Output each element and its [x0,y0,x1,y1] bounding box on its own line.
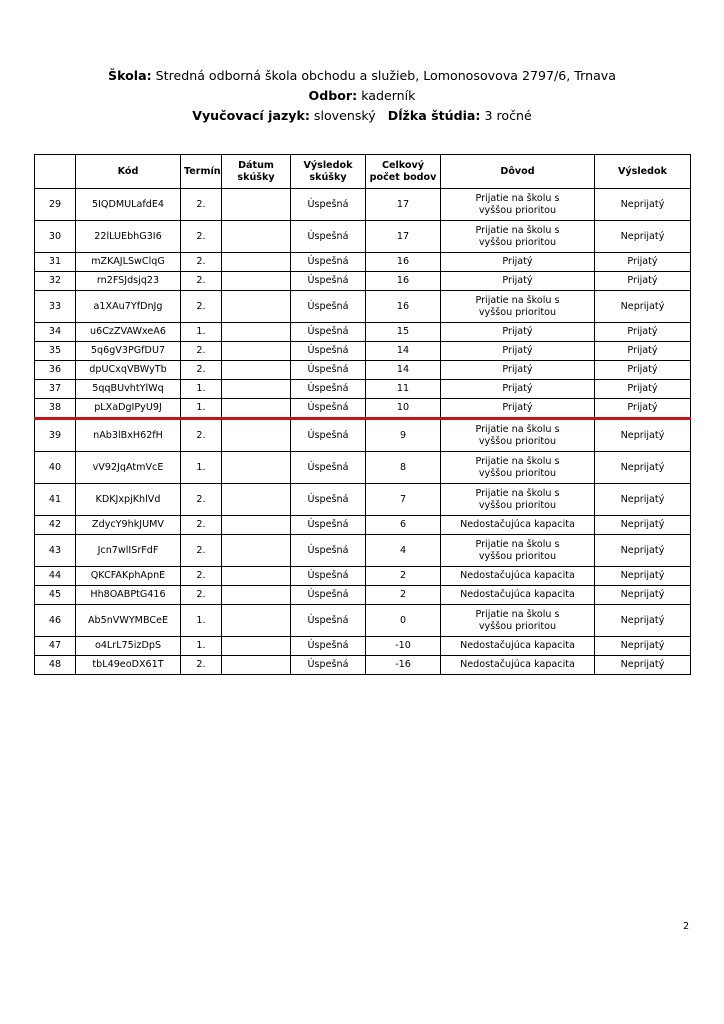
cell-reason [441,221,595,253]
cell-exam-date [222,323,291,342]
table-header-row [35,155,691,189]
cell-total-points: 16 [366,291,441,323]
cell-number: 29 [35,189,76,221]
cell-term: 2. [181,189,222,221]
cell-reason [441,484,595,516]
cell-term: 2. [181,586,222,605]
cell-total-points: 14 [366,342,441,361]
cell-term: 2. [181,567,222,586]
col-header-total-points: Celkový počet bodov [366,155,441,189]
cell-outcome: Neprijatý [595,586,691,605]
cell-code: rn2FSJdsjq23 [76,272,181,291]
language-duration-line [0,106,724,126]
cell-exam-result: Úspešná [291,253,366,272]
cell-reason-line-2: vyššou prioritou [478,435,557,447]
cell-code: nAb3lBxH62fH [76,419,181,452]
cell-exam-result: Úspešná [291,586,366,605]
cell-exam-result: Úspešná [291,189,366,221]
cell-exam-result: Úspešná [291,399,366,419]
cell-code: mZKAJLSwClqG [76,253,181,272]
cell-reason [441,452,595,484]
col-header-number [35,155,76,189]
cell-reason [441,380,595,399]
cell-exam-date [222,656,291,675]
cell-term: 1. [181,323,222,342]
cell-reason [441,361,595,380]
cell-exam-result: Úspešná [291,323,366,342]
cell-total-points: 6 [366,516,441,535]
table-row [35,361,691,380]
cell-exam-date [222,272,291,291]
cell-total-points: 2 [366,567,441,586]
cell-exam-date [222,291,291,323]
cell-exam-result: Úspešná [291,380,366,399]
cell-outcome: Neprijatý [595,656,691,675]
table-row [35,637,691,656]
cell-reason-line-1: Prijatý [502,345,533,356]
cell-reason-line-1: Prijatie na školu s [475,608,560,620]
table-row [35,452,691,484]
cell-reason [441,567,595,586]
cell-number: 47 [35,637,76,656]
cell-exam-date [222,221,291,253]
cell-number: 33 [35,291,76,323]
school-value: Stredná odborná škola obchodu a služieb, Lomonosovova 2797/6, Trnava [155,68,616,83]
cell-number: 41 [35,484,76,516]
cell-exam-date [222,586,291,605]
cell-exam-date [222,342,291,361]
cell-reason-line-1: Prijatý [502,326,533,337]
cell-outcome: Neprijatý [595,189,691,221]
cell-reason-line-1: Prijatie na školu s [475,192,560,204]
cell-exam-result: Úspešná [291,342,366,361]
table-row [35,272,691,291]
cell-outcome: Prijatý [595,253,691,272]
cell-reason [441,291,595,323]
cell-number: 38 [35,399,76,419]
cell-exam-date [222,535,291,567]
school-label: Škola: [108,68,152,83]
cell-total-points: 16 [366,272,441,291]
cell-reason-line-1: Prijatý [502,275,533,286]
table-row [35,656,691,675]
cell-code: Jcn7wlISrFdF [76,535,181,567]
table-row [35,419,691,452]
cell-term: 2. [181,516,222,535]
table-row [35,399,691,419]
cell-total-points: 8 [366,452,441,484]
cell-reason-line-2: vyššou prioritou [478,620,557,632]
cell-number: 42 [35,516,76,535]
cell-number: 39 [35,419,76,452]
cell-term: 1. [181,452,222,484]
cell-reason-line-1: Prijatý [502,402,533,413]
cell-code: Hh8OABPtG416 [76,586,181,605]
cell-total-points: 11 [366,380,441,399]
table-row [35,380,691,399]
cell-code: Ab5nVWYMBCeE [76,605,181,637]
col-header-reason: Dôvod [441,155,595,189]
cell-reason-line-1: Prijatie na školu s [475,455,560,467]
cell-outcome: Prijatý [595,399,691,419]
col-header-exam-result: Výsledok skúšky [291,155,366,189]
cell-reason [441,253,595,272]
cell-term: 2. [181,221,222,253]
cell-reason [441,535,595,567]
cell-reason [441,516,595,535]
cell-reason-line-1: Prijatý [502,383,533,394]
cell-exam-result: Úspešná [291,452,366,484]
cell-exam-date [222,253,291,272]
cell-code: pLXaDgIPyU9J [76,399,181,419]
cell-term: 2. [181,656,222,675]
table-row [35,484,691,516]
table-row [35,516,691,535]
cell-number: 44 [35,567,76,586]
cell-exam-result: Úspešná [291,291,366,323]
col-header-exam-date: Dátum skúšky [222,155,291,189]
cell-reason-line-2: vyššou prioritou [478,499,557,511]
cell-number: 45 [35,586,76,605]
col-header-outcome: Výsledok [595,155,691,189]
cell-code: a1XAu7YfDnJg [76,291,181,323]
cell-exam-date [222,361,291,380]
cell-code: 22lLUEbhG3I6 [76,221,181,253]
cell-total-points: 9 [366,419,441,452]
table-row [35,567,691,586]
col-header-term: Termín [181,155,222,189]
cell-exam-date [222,452,291,484]
cell-term: 1. [181,637,222,656]
cell-total-points: 4 [366,535,441,567]
cell-reason-line-1: Prijatie na školu s [475,294,560,306]
cell-code: 5IQDMULafdE4 [76,189,181,221]
cell-total-points: 15 [366,323,441,342]
cell-code: QKCFAKphApnE [76,567,181,586]
cell-outcome: Neprijatý [595,221,691,253]
cell-exam-date [222,637,291,656]
cell-exam-date [222,399,291,419]
cell-total-points: 7 [366,484,441,516]
cell-term: 2. [181,291,222,323]
cell-reason [441,656,595,675]
cell-exam-result: Úspešná [291,361,366,380]
cell-reason [441,399,595,419]
cell-reason-line-2: vyššou prioritou [478,467,557,479]
cell-exam-date [222,605,291,637]
cell-reason-line-2: vyššou prioritou [478,306,557,318]
table-row [35,189,691,221]
cell-exam-result: Úspešná [291,656,366,675]
cell-total-points: -16 [366,656,441,675]
cell-reason-line-1: Prijatie na školu s [475,224,560,236]
cell-term: 2. [181,342,222,361]
cell-reason-line-1: Nedostačujúca kapacita [460,589,575,600]
table-body [35,189,691,675]
cell-exam-date [222,419,291,452]
cell-reason [441,419,595,452]
col-header-code: Kód [76,155,181,189]
cell-code: o4LrL75izDpS [76,637,181,656]
cell-reason-line-2: vyššou prioritou [478,204,557,216]
cell-outcome: Neprijatý [595,605,691,637]
cell-exam-result: Úspešná [291,567,366,586]
cell-outcome: Neprijatý [595,484,691,516]
cell-reason-line-1: Nedostačujúca kapacita [460,519,575,530]
cell-number: 31 [35,253,76,272]
cell-number: 48 [35,656,76,675]
cell-exam-result: Úspešná [291,605,366,637]
cell-reason-line-1: Prijatý [502,256,533,267]
cell-term: 2. [181,484,222,516]
cell-number: 30 [35,221,76,253]
cell-outcome: Neprijatý [595,567,691,586]
cell-total-points: 14 [366,361,441,380]
document-header [0,66,724,126]
cell-reason-line-1: Prijatie na školu s [475,487,560,499]
cell-total-points: 10 [366,399,441,419]
cell-term: 2. [181,361,222,380]
cell-code: vV92JqAtmVcE [76,452,181,484]
cell-term: 2. [181,419,222,452]
cell-exam-result: Úspešná [291,419,366,452]
cell-number: 35 [35,342,76,361]
cell-total-points: 16 [366,253,441,272]
cell-number: 34 [35,323,76,342]
duration-value: 3 ročné [484,108,532,123]
cell-reason [441,605,595,637]
cell-reason-line-1: Prijatie na školu s [475,538,560,550]
cell-exam-result: Úspešná [291,272,366,291]
cell-exam-result: Úspešná [291,484,366,516]
cell-term: 2. [181,272,222,291]
cell-reason-line-1: Prijatý [502,364,533,375]
cell-term: 1. [181,380,222,399]
field-value: kaderník [361,88,416,103]
cell-reason [441,189,595,221]
cell-number: 37 [35,380,76,399]
cell-reason-line-1: Nedostačujúca kapacita [460,640,575,651]
school-line [0,66,724,86]
cell-outcome: Neprijatý [595,291,691,323]
cell-outcome: Neprijatý [595,419,691,452]
table-row [35,291,691,323]
cell-outcome: Prijatý [595,272,691,291]
cell-reason-line-1: Nedostačujúca kapacita [460,570,575,581]
cell-reason [441,342,595,361]
table-row [35,342,691,361]
cell-outcome: Neprijatý [595,637,691,656]
cell-exam-result: Úspešná [291,535,366,567]
cell-reason [441,586,595,605]
language-label: Vyučovací jazyk: [192,108,310,123]
cell-outcome: Neprijatý [595,516,691,535]
cell-reason-line-2: vyššou prioritou [478,550,557,562]
cell-outcome: Prijatý [595,380,691,399]
cell-number: 46 [35,605,76,637]
table-row [35,323,691,342]
cell-reason-line-1: Prijatie na školu s [475,423,560,435]
cell-code: KDKJxpjKhlVd [76,484,181,516]
cell-exam-date [222,567,291,586]
cell-total-points: -10 [366,637,441,656]
cell-reason [441,272,595,291]
cell-total-points: 17 [366,189,441,221]
cell-code: tbL49eoDX61T [76,656,181,675]
cell-reason [441,637,595,656]
cell-code: dpUCxqVBWyTb [76,361,181,380]
cell-exam-result: Úspešná [291,637,366,656]
cell-exam-date [222,516,291,535]
cell-number: 36 [35,361,76,380]
cell-term: 1. [181,605,222,637]
cell-total-points: 17 [366,221,441,253]
results-table [34,154,691,675]
cell-reason [441,323,595,342]
cell-outcome: Prijatý [595,342,691,361]
field-label: Odbor: [308,88,358,103]
page-number: 2 [683,921,690,932]
table-row [35,586,691,605]
cell-exam-result: Úspešná [291,221,366,253]
field-line [0,86,724,106]
table-row [35,535,691,567]
table-row [35,253,691,272]
cell-exam-date [222,484,291,516]
cell-total-points: 2 [366,586,441,605]
cell-code: ZdycY9hkJUMV [76,516,181,535]
cell-outcome: Neprijatý [595,452,691,484]
table-row [35,221,691,253]
cell-exam-date [222,380,291,399]
cell-outcome: Prijatý [595,323,691,342]
cell-number: 32 [35,272,76,291]
cell-code: u6CzZVAWxeA6 [76,323,181,342]
cell-exam-date [222,189,291,221]
cell-code: 5qqBUvhtYlWq [76,380,181,399]
language-value: slovenský [313,108,376,123]
cell-outcome: Prijatý [595,361,691,380]
table-row [35,605,691,637]
cell-reason-line-2: vyššou prioritou [478,236,557,248]
cell-reason-line-1: Nedostačujúca kapacita [460,659,575,670]
cell-term: 1. [181,399,222,419]
cell-outcome: Neprijatý [595,535,691,567]
duration-label: Dĺžka štúdia: [387,108,481,123]
cell-number: 43 [35,535,76,567]
cell-exam-result: Úspešná [291,516,366,535]
cell-number: 40 [35,452,76,484]
cell-term: 2. [181,535,222,567]
cell-code: 5q6gV3PGfDU7 [76,342,181,361]
cell-total-points: 0 [366,605,441,637]
cell-term: 2. [181,253,222,272]
